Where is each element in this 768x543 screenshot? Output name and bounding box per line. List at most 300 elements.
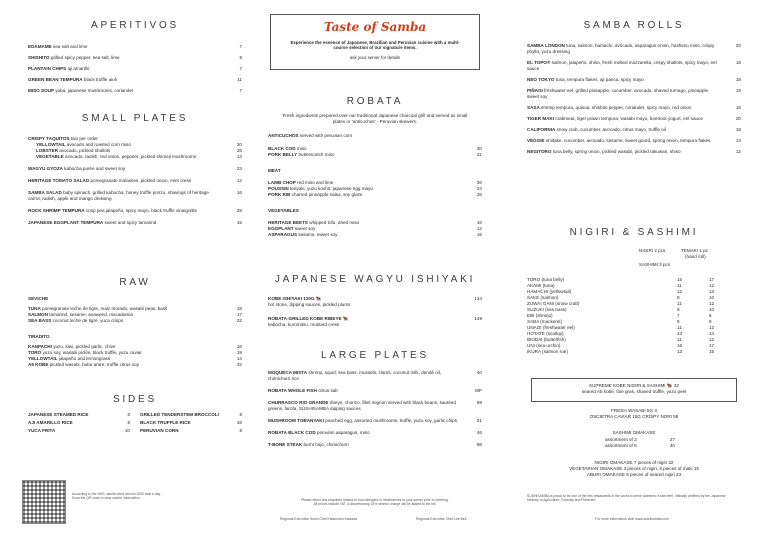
menu-item-price: 20 — [735, 115, 741, 121]
menu-item-desc: whipped tofu, dried miso — [309, 219, 360, 225]
menu-item-desc: crisp pea jalapeño, spicy mayo, black truffle vinaigrette — [85, 207, 198, 213]
menu-item-name: A5 KOBE — [28, 361, 49, 367]
menu-item-name: JAPANESE EGGPLANT TEMPURA — [28, 219, 104, 225]
menu-item-name: TUNA — [28, 305, 41, 311]
menu-item-name: NEO TOKYO — [527, 76, 555, 82]
menu-item-price: 23 — [236, 165, 242, 171]
menu-item-name: T-BONE STEAK — [268, 441, 303, 447]
menu-item — [28, 420, 130, 426]
menu-item-desc: freshwater eel, grilled pineapple, cucumber, avocado, shaved turnago, pineapple sweet soy — [527, 87, 709, 99]
menu-item-price: 13 — [236, 153, 242, 159]
nigiri-name: IKURA (salmon roe) — [527, 348, 568, 354]
temaki-header: TEMAKI 1 pc — [681, 248, 709, 253]
sashimi-header: SASHIMI 3 pcs — [639, 262, 671, 267]
omakase-line: ABURI OMAKASE 5 pieces of seared nigiri 23 — [586, 471, 682, 477]
menu-item-name: ROBATA-GRILLED KOBE RIBEYE — [268, 315, 342, 321]
menu-item-text — [527, 77, 727, 83]
menu-item-desc: burnt hojo, chimichurri — [303, 441, 349, 447]
raw-title: RAW — [119, 277, 151, 288]
menu-item-desc: teriyaki, yuzu koshō, japanese egg mayo — [289, 185, 373, 191]
menu-item-name: SHISHITO — [28, 54, 50, 60]
menu-item-desc: shiitake, cucumber, avocado, sesame, sweet gourd, spring onion, tempura flakes — [545, 137, 711, 143]
menu-item — [268, 370, 482, 382]
menu-item-price: 18 — [236, 305, 242, 311]
column-left — [28, 0, 242, 543]
vegetables-list — [268, 220, 482, 238]
menu-item-name: ASPARAGUS — [268, 231, 298, 237]
nigiri-title: NIGIRI & SASHIMI — [569, 227, 699, 238]
temaki-price: 17 — [709, 277, 715, 282]
menu-item — [527, 149, 741, 155]
menu-item-price: 20 — [735, 43, 741, 48]
menu-item-name: GRILLED TENDERSTEM BROCCOLI — [140, 412, 219, 417]
menu-item-price: 26 — [476, 191, 482, 197]
menu-item-price: 88 — [476, 441, 482, 447]
menu-item-desc: tamarind, sesame, seaweed, macadamia — [49, 311, 133, 317]
menu-item-name: SALMON — [28, 311, 48, 317]
omakase-lines — [527, 460, 741, 478]
menu-item — [28, 220, 242, 226]
menu-item-price: 11 — [237, 76, 242, 82]
menu-item-desc: kabocha purée and sweet soy — [64, 165, 126, 171]
menu-item-text — [268, 316, 468, 328]
temaki-price: 10 — [709, 294, 715, 300]
menu-item-desc: baby spinach, grilled kabocha, honey truffle ponzu, shavings of heritage carrot, radish, apple and mango dressing — [28, 189, 209, 201]
menu-item-desc: coconut leche de tigre, yuca crisps — [52, 317, 124, 323]
menu-item-price: 7 — [239, 65, 242, 71]
menu-item-desc: sea salt and lime — [53, 44, 88, 49]
menu-item-price: 18 — [735, 59, 741, 65]
menu-item-text — [268, 400, 468, 412]
nigiri-price: 11 — [677, 300, 682, 306]
robata-title: ROBATA — [346, 96, 404, 107]
menu-item-price: 19 — [236, 349, 242, 355]
menu-item — [527, 138, 741, 144]
menu-item-desc: ribeye, chorizo, fillet mignon served with black beans, sautéed greens, farofa, SUSHISAMBA dipping sauces — [268, 399, 456, 411]
nigiri-name: EBI (shrimp) — [527, 312, 553, 318]
menu-item-text — [268, 192, 468, 198]
menu-item-name: TIGER MAKI — [527, 115, 555, 121]
menu-item — [28, 428, 130, 434]
menu-item-name: VEGETABLE — [36, 153, 64, 159]
menu-item-text — [268, 442, 468, 448]
ceviche-list — [28, 306, 242, 324]
menu-item-desc: avocado, radish, red onion, peppers, pickled shimeji mushrooms — [65, 153, 197, 159]
nigiri-name: TORO (tuna belly) — [527, 277, 565, 282]
menu-item-desc: tuna, tempura flakes, aji panca, spicy mayo — [555, 76, 644, 82]
footer-calorie-note: According to the NHS, adults need around 2000 kcal a day. Scan the QR code to view calorie information. — [72, 492, 161, 501]
menu-item-name: PORK RIB — [268, 191, 291, 197]
menu-item-text — [527, 105, 727, 111]
omakase-item — [605, 443, 675, 449]
temaki-price: 12 — [709, 282, 715, 288]
menu-item-text — [28, 55, 228, 61]
menu-item-text — [268, 296, 468, 308]
menu-item-price: 8 — [239, 412, 242, 417]
nigiri-price: 11 — [677, 336, 682, 342]
kobe-beef-icon: 🐂 — [341, 315, 349, 321]
nigiri-extra: FRESH WASABI 5G 4 — [611, 408, 657, 413]
nigiri-price: 13 — [677, 330, 683, 336]
taste-title: Taste of Samba — [323, 20, 427, 34]
menu-item-text — [268, 232, 468, 238]
nigiri-header: NIGIRI 2 pcs — [639, 248, 666, 253]
tiradito-label: TIRADITO — [28, 333, 50, 339]
menu-item-desc: butterscotch miso — [298, 151, 335, 157]
vegetables-label: VEGETABLES — [268, 207, 299, 213]
menu-item-name: NEGITORO — [527, 148, 552, 154]
footer-chef-right: Regional Executive Chef Lee Bell — [416, 517, 467, 521]
menu-item-price: 46 — [476, 429, 482, 435]
nigiri-row — [527, 349, 741, 355]
menu-item — [28, 318, 242, 324]
menu-item-desc: shrimp, squid, sea bass, mussels, clams, coconut milk, dendê oil, chimichurri rice — [268, 370, 442, 381]
menu-item — [268, 442, 482, 448]
menu-item-desc: yuba, japanese mushrooms, coriander — [55, 87, 134, 93]
menu-item-price: 14 — [236, 355, 242, 361]
menu-item-desc: grilled spicy pepper, sea salt, lime — [50, 54, 120, 60]
temaki-price: 9 — [709, 318, 712, 324]
menu-item-price: 7 — [239, 44, 242, 49]
column-right — [527, 0, 741, 543]
menu-item-desc: charred pineapple salsa, soy glaze — [291, 191, 363, 197]
taste-description: Experience the essence of Japanese, Brazilian and Peruvian cuisine with a multi-course selection of our signature items. — [290, 39, 460, 51]
menu-item-text — [268, 388, 468, 394]
nigiri-name: UNI (sea urchin) — [527, 342, 561, 348]
footer-website: For more information visit: www.sushisamba.com — [595, 517, 669, 521]
menu-item — [28, 55, 242, 61]
temaki-price: 15 — [709, 348, 715, 354]
menu-item-price: 40 — [476, 370, 482, 375]
menu-item-desc: shrimp tempura, quinoa, shishito pepper, coriander, spicy mayo, red onion — [541, 104, 692, 110]
menu-item-desc: poached egg, assorted mushrooms, truffle, yuzu soy, garlic chips — [325, 417, 458, 423]
menu-item — [527, 77, 741, 83]
qr-code-icon[interactable] — [22, 480, 66, 524]
footer-kobe-note: SUSHISAMBA is proud to be one of the few restaurants in the world to serve authentic Kobe beef, officially certified by the Japanese Ministry of Agriculture, Forestry and Fisheries. — [527, 494, 726, 503]
meat-label: MEAT — [268, 167, 281, 173]
sides-title: SIDES — [112, 394, 157, 405]
menu-item — [527, 60, 741, 72]
sashimi-omakase-list — [605, 437, 675, 449]
menu-item — [268, 152, 482, 158]
menu-item — [36, 154, 242, 160]
menu-item-price: 10 — [124, 427, 130, 433]
menu-item-text — [28, 190, 228, 202]
menu-item-text — [28, 66, 228, 72]
menu-item-desc: yuzu soy, wasabi pickle, black truffle, yuzu caviar — [42, 349, 142, 355]
menu-item-name: AJI AMARILLO RICE — [28, 419, 73, 425]
menu-item-price: 15 — [236, 219, 242, 225]
menu-item-text — [28, 44, 228, 50]
menu-item-desc: avocado and roasted corn miso — [66, 141, 131, 147]
menu-item-name: YELLOWTAIL — [36, 141, 66, 147]
nigiri-name: SAKE (salmon) — [527, 294, 559, 300]
menu-item-price: 16 — [476, 219, 482, 225]
supreme-kobe-desc: seared A5 kobe, foie gras, shaved truffle, yuzu peel — [581, 388, 687, 394]
omakase-price: 40 — [669, 442, 675, 448]
menu-item-price: 17 — [236, 311, 242, 317]
menu-item — [28, 412, 130, 418]
menu-item-price: 24 — [476, 185, 482, 191]
menu-item — [28, 66, 242, 72]
nigiri-name: IBODAI (butterfish) — [527, 336, 566, 342]
menu-item-name: LOBSTER — [36, 147, 58, 153]
menu-item-name: MUSHROOM TOBANYAKI — [268, 417, 324, 423]
menu-item-text — [527, 43, 727, 55]
menu-item-text — [527, 127, 727, 133]
menu-item-price: 18 — [236, 419, 242, 425]
nigiri-price: 12 — [677, 288, 683, 294]
temaki-subheader: (hand roll) — [685, 254, 706, 259]
aperitivos-title: APERITIVOS — [90, 20, 179, 31]
menu-item — [268, 400, 482, 412]
menu-item-price: 12 — [735, 148, 741, 154]
menu-item-name: POUSSIN — [268, 185, 289, 191]
nigiri-price: 13 — [677, 348, 683, 354]
menu-item-desc: avocado, pickled shallots — [59, 147, 111, 153]
taste-ask-server: ask your server for details — [349, 55, 401, 61]
menu-item — [28, 190, 242, 202]
menu-item-desc: red miso and lime — [297, 179, 334, 185]
menu-item-desc: pickled wasabi, bubu arare, truffle citrus soy — [49, 361, 139, 367]
menu-item-name: PIÑAGI — [527, 87, 543, 93]
temaki-price: 12 — [709, 324, 715, 330]
menu-item-desc: peruvian asparagus, miso — [316, 429, 370, 435]
menu-item-price: 21 — [476, 417, 482, 423]
menu-item-desc: sweet soy — [294, 225, 316, 231]
kobe-beef-icon: 🐂 — [314, 296, 322, 301]
footer-chef-left: Regional Executive Sushi Chef Katsunobu Kawada — [280, 517, 357, 521]
menu-item-desc: salmon, jalapeño, shiso, fresh melted mozzarella, crispy shallots, spicy mayo, eel sauce — [527, 59, 717, 71]
menu-item-text — [28, 178, 228, 184]
menu-item — [28, 208, 242, 214]
omakase-line: VEGETARIAN OMAKASE 3 pieces of nigiri, 6 pieces of maki 15 — [569, 465, 699, 471]
supreme-kobe-box — [531, 378, 737, 402]
menu-item-name: KANPACHI — [28, 343, 52, 349]
sides-right — [140, 412, 242, 436]
menu-item-name: SAMBA SALAD — [28, 189, 62, 195]
menu-item — [527, 116, 741, 122]
menu-item-price: 16 — [236, 343, 242, 349]
menu-item-price: 16 — [236, 189, 242, 195]
nigiri-price: 8 — [677, 318, 680, 324]
nigiri-name: SABA (mackerel) — [527, 318, 562, 324]
menu-item-desc: black truffle aioli — [83, 76, 117, 82]
nigiri-name: HOTATE (scallop) — [527, 330, 564, 336]
menu-item-price: 7 — [239, 87, 242, 93]
menu-item — [28, 44, 242, 50]
menu-item-name: PERUVIAN CORN — [140, 427, 179, 433]
taste-of-samba-box — [270, 14, 480, 70]
menu-item-name: MOQUECA MISTA — [268, 370, 308, 375]
anticuchos-heading: ANTICUCHOS served with peruvian corn — [268, 133, 353, 138]
menu-item-name: YUCA FRITA — [28, 427, 56, 433]
menu-item-price: 12 — [476, 225, 482, 231]
omakase-name: assortment of 3 — [605, 437, 637, 442]
menu-item-text — [36, 154, 228, 160]
menu-item-price: 6 — [127, 412, 130, 417]
menu-item-price: 18 — [735, 76, 741, 82]
temaki-price: 13 — [709, 288, 715, 294]
menu-item-price: 28 — [236, 207, 242, 213]
menu-item-name: ROBATA WHOLE FISH — [268, 387, 317, 393]
small-list — [28, 166, 242, 226]
menu-item-name: ROCK SHRIMP TEMPURA — [28, 207, 85, 213]
menu-item-desc: miso — [296, 145, 307, 151]
supreme-kobe-heading: SUPREME KOBE NIGIRI & SASHIMI 🐂 32 — [589, 383, 679, 388]
menu-item-text — [28, 428, 116, 434]
menu-item-name: YELLOWTAIL — [28, 355, 58, 361]
menu-item-price: 22 — [236, 317, 242, 323]
samba-rolls-title: SAMBA ROLLS — [583, 20, 685, 31]
menu-item — [527, 105, 741, 111]
menu-item-text — [268, 430, 468, 436]
menu-item-text — [268, 152, 468, 158]
menu-item-name: CALIFORNIA — [527, 126, 556, 132]
nigiri-name: AKAMI (tuna) — [527, 282, 555, 288]
column-middle — [268, 0, 482, 543]
menu-item-name: WAGYU GYOZA — [28, 165, 63, 171]
menu-item-price: 13 — [735, 137, 741, 143]
menu-item — [268, 232, 482, 238]
small-plates-list — [28, 136, 242, 232]
menu-item-desc: pomegranate molasses, pickled onion, mint cress — [90, 177, 192, 183]
menu-item-name: TORO — [28, 349, 42, 355]
menu-item-name: BLACK TRUFFLE RICE — [140, 419, 191, 425]
menu-item — [268, 316, 482, 328]
large-plates-list — [268, 370, 482, 454]
menu-item-price: 26 — [236, 147, 242, 153]
nigiri-price: 11 — [677, 282, 682, 288]
menu-item-desc: yuzu, kiwi, pickled garlic, chive — [53, 343, 116, 349]
menu-item-text — [527, 88, 727, 100]
menu-item-name: SAMBA LONDON — [527, 43, 565, 48]
temaki-price: 14 — [709, 330, 715, 336]
taquitos-heading: CRISPY TAQUITOS two per order — [28, 136, 98, 141]
anticuchos-list — [268, 146, 482, 158]
menu-item-desc: snow crab, cucumber, avocado, citrus mayo, truffle oil — [556, 126, 666, 132]
menu-item — [268, 192, 482, 198]
temaki-price: 8 — [709, 312, 712, 318]
menu-item-desc: crabmeat, tiger prawn tempura, wasabi mayo, beetroot yogurt, eel sauce — [555, 115, 703, 121]
menu-item-name: MISO SOUP — [28, 87, 55, 93]
menu-item-price: 20 — [236, 141, 242, 147]
sides-list — [28, 412, 242, 436]
menu-item — [527, 127, 741, 133]
menu-item-text — [28, 220, 228, 226]
menu-item-desc: jalapeño and lemongrass — [58, 355, 111, 361]
meat-list — [268, 180, 482, 198]
menu-item-text — [527, 60, 727, 72]
nigiri-name: UNAGI (freshwater eel) — [527, 324, 575, 330]
menu-item-desc: sesame, sweet soy — [298, 231, 338, 237]
wagyu-title: JAPANESE WAGYU ISHIYAKI — [274, 274, 476, 285]
menu-item-desc: pomegranate leche de tigre, maiz morado, wasabi peas, basil — [42, 305, 168, 311]
menu-item-price: 21 — [476, 151, 482, 157]
menu-item — [28, 166, 242, 172]
nigiri-extras — [527, 408, 741, 420]
menu-item-desc: tuna, salmon, hamachi, avocado, asparagus onion, hashimo miso, crispy phyllo, yuzu dressing — [527, 43, 715, 54]
temaki-price: 10 — [709, 306, 715, 312]
raw-list — [28, 296, 242, 368]
sides-left — [28, 412, 130, 436]
menu-item-name: KOBE ISHIYAKI 120G — [268, 296, 315, 301]
menu-item-text — [527, 138, 727, 144]
menu-item-name: CHURRASCO RIO GRANDE — [268, 399, 329, 405]
sashimi-omakase-title: SASHIMI OMAKASE — [612, 430, 656, 435]
omakase-name: assortment of 5 — [605, 442, 637, 448]
nigiri-rows — [527, 277, 741, 355]
menu-item-price: 134 — [474, 296, 482, 301]
menu-item-text — [28, 77, 228, 83]
menu-item-name: SASA — [527, 104, 540, 110]
menu-item-price: 30 — [476, 145, 482, 151]
nigiri-name: HAMACHI (yellowtail) — [527, 288, 572, 294]
menu-item-price: 59 — [476, 399, 482, 405]
nigiri-table — [527, 248, 741, 355]
menu-item-text — [140, 412, 228, 418]
menu-item-price: MP — [475, 387, 482, 393]
nigiri-extra: OSCIETRA CAVIAR 15G CRISPY NORI 58 — [589, 413, 679, 419]
menu-item-text — [28, 420, 116, 426]
menu-item-desc: hot stone, dipping sauces, pickled plums — [268, 301, 351, 307]
menu-item — [28, 88, 242, 94]
menu-item-price: 18 — [735, 126, 741, 132]
temaki-price: 12 — [709, 300, 715, 306]
menu-item-text — [28, 412, 116, 418]
menu-item — [268, 296, 482, 308]
menu-item-price: 149 — [474, 315, 482, 321]
menu-item — [268, 388, 482, 394]
kobe-beef-icon: 🐂 — [666, 383, 673, 388]
temaki-price: 17 — [709, 342, 715, 348]
omakase-price: 27 — [669, 437, 675, 442]
menu-item-name: LAMB CHOP — [268, 179, 296, 185]
menu-item — [268, 418, 482, 424]
nigiri-table-header — [527, 248, 741, 270]
menu-item-name: PORK BELLY — [268, 151, 298, 157]
tiradito-list — [28, 344, 242, 368]
nigiri-name: ZUWAI GANI (snow crab) — [527, 300, 580, 306]
aperitivos-list — [28, 44, 242, 99]
menu-item-desc: citrus salt — [318, 387, 338, 393]
menu-item-desc: aji amarillo — [67, 65, 90, 71]
menu-item-name: EDAMAME — [28, 44, 52, 49]
menu-item-text — [28, 362, 228, 368]
nigiri-price: 15 — [677, 277, 683, 282]
menu-item-text — [268, 418, 468, 424]
nigiri-price: 9 — [677, 294, 680, 300]
menu-item-text — [527, 149, 727, 155]
omakase-line: NIGIRI OMAKASE 7 pieces of nigiri 32 — [594, 460, 674, 465]
menu-item-name: PLANTAIN CHIPS — [28, 65, 67, 71]
robata-list — [268, 133, 482, 238]
menu-item-name: HERITAGE BEETS — [268, 219, 308, 225]
menu-item-text — [28, 208, 228, 214]
menu-item — [527, 43, 741, 55]
menu-item-name: GREEN BEAN TEMPURA — [28, 76, 83, 82]
menu-item-desc: kabocha, kuromitsu, mustard cress — [268, 321, 340, 327]
nigiri-price: 9 — [677, 306, 680, 312]
temaki-price: 12 — [709, 336, 715, 342]
menu-item — [268, 430, 482, 436]
menu-item-text — [28, 318, 228, 324]
menu-item-price: 19 — [735, 87, 741, 93]
menu-item — [140, 420, 242, 426]
menu-item-text — [268, 370, 468, 382]
menu-item — [527, 88, 741, 100]
menu-item-text — [527, 116, 727, 122]
